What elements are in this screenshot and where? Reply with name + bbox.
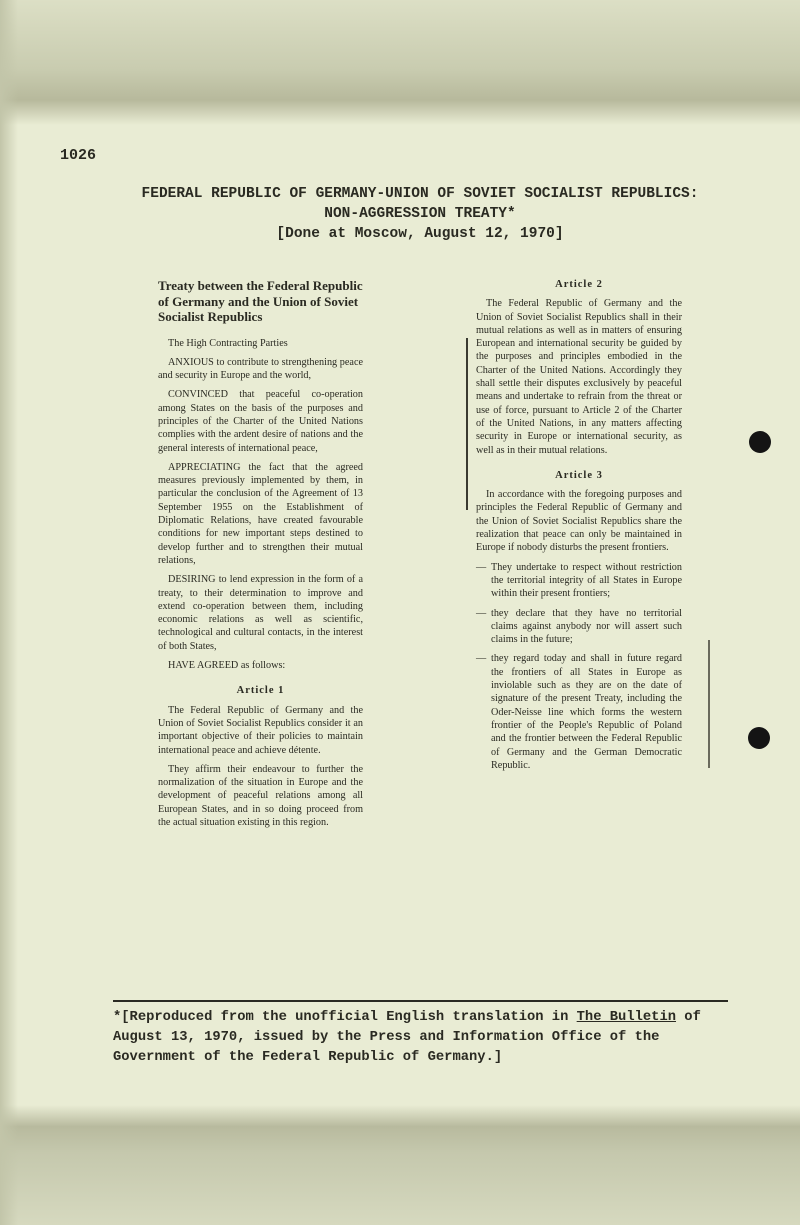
preamble-convinced: CONVINCED that peaceful co-operation among States on the basis of the purposes and principles of the Charter of the United Nations complies with the ardent desire of nations and the general interests of international peace, (158, 389, 363, 454)
footnote-divider (113, 1000, 728, 1002)
article-1-paragraph: They affirm their endeavour to further the normalization of the situation in Europe and the development of peaceful relations among all European States, and in so doing proceed from the actual situation existing in this region. (158, 763, 363, 828)
header-title: FEDERAL REPUBLIC OF GERMANY-UNION OF SOVIET SOCIALIST REPUBLICS: (141, 186, 699, 202)
list-item: — they regard today and shall in future regard the frontiers of all States in Europe as inviolable such as they are on the date of signature of the present Treaty, including the Oder-Neisse line which forms the western frontier of the People's Republic of Poland and the frontier between the Federal Republic of Germany and the German Democratic Republic. (476, 653, 682, 771)
treaty-title: Treaty between the Federal Republic of Germany and the Union of Soviet Socialist Republics (158, 278, 363, 324)
article-3-paragraph: In accordance with the foregoing purposes and principles the Federal Republic of Germany and the Union of Soviet Socialist Republics share the realization that peace can only be maintained in Europe if nobody disturbs the present frontiers. (476, 489, 682, 554)
preamble-anxious: ANXIOUS to contribute to strengthening peace and security in Europe and the world, (158, 356, 363, 382)
footnote (113, 1008, 738, 1068)
footnote-publication: The Bulletin (576, 1010, 677, 1025)
article-2-paragraph: The Federal Republic of Germany and the Union of Soviet Socialist Republics shall in their mutual relations as well as in matters of ensuring European and international security be guided by the purposes and principles embodied in the Charter of the United Nations. Accordingly they shall settle their disputes exclusively by peaceful means and undertake to refrain from the threat or use of force, pursuant to Article 2 of the Charter of the United Nations, in any matters affecting security in Europe or international security, as well as in their mutual relations. (476, 298, 682, 456)
scan-edge-bottom (0, 1105, 800, 1225)
footnote-text: *[Reproduced from the unofficial English translation in (113, 1010, 577, 1025)
preamble-appreciating: APPRECIATING the fact that the agreed measures previously implemented by them, in particular the conclusion of the Agreement of 13 September 1955 on the Establishment of Diplomatic Relations, have created favourable conditions for new important steps destined to develop further and to strengthen their mutual relations, (158, 461, 363, 566)
preamble-parties: The High Contracting Parties (168, 337, 288, 349)
footnote-text: of August 13, 1970, issued by the Press and Information Office of the Government of the Federal Republic of Germany.] (113, 1010, 701, 1065)
right-column (476, 278, 682, 778)
article-2-heading: Article 2 (555, 279, 603, 290)
margin-mark (466, 338, 468, 510)
margin-mark (708, 640, 710, 768)
article-1-heading: Article 1 (236, 685, 285, 697)
article-3-list (476, 561, 682, 772)
punch-hole (748, 727, 770, 749)
header-date: [Done at Moscow, August 12, 1970] (276, 226, 564, 242)
list-item: — they declare that they have no territorial claims against anybody nor will assert such claims in the future; (476, 607, 682, 646)
article-1-paragraph: The Federal Republic of Germany and the Union of Soviet Socialist Republics consider it an important objective of their policies to maintain international peace and achieve détente. (158, 704, 363, 756)
page-number: 1026 (60, 147, 97, 164)
list-item-text: they declare that they have no territorial claims against anybody nor will assert such claims in the future; (491, 607, 682, 646)
list-item-text: they regard today and shall in future regard the frontiers of all States in Europe as inviolable such as they are on the date of signature of the present Treaty, including the Oder-Neisse line which forms the western frontier of the People's Republic of Poland and the frontier between the Federal Republic of Germany and the German Democratic Republic. (491, 653, 682, 771)
preamble-agreed: HAVE AGREED as follows: (168, 660, 286, 672)
preamble-desiring: DESIRING to lend expression in the form of a treaty, to their determination to improve and extend co-operation between them, including economic relations as well as scientific, technological and cultural contacts, in the interest of both States, (158, 574, 363, 652)
list-item: — They undertake to respect without restriction the territorial integrity of all States in Europe within their present frontiers; (476, 561, 682, 600)
article-3-heading: Article 3 (555, 469, 603, 481)
scan-edge-top (0, 0, 800, 125)
document-header (100, 184, 740, 244)
left-column (158, 278, 363, 835)
list-item-text: They undertake to respect without restriction the territorial integrity of all States in Europe within their present frontiers; (491, 561, 682, 600)
scan-edge-left (0, 0, 18, 1225)
punch-hole (749, 431, 771, 453)
header-subtitle: NON-AGGRESSION TREATY* (324, 206, 516, 222)
